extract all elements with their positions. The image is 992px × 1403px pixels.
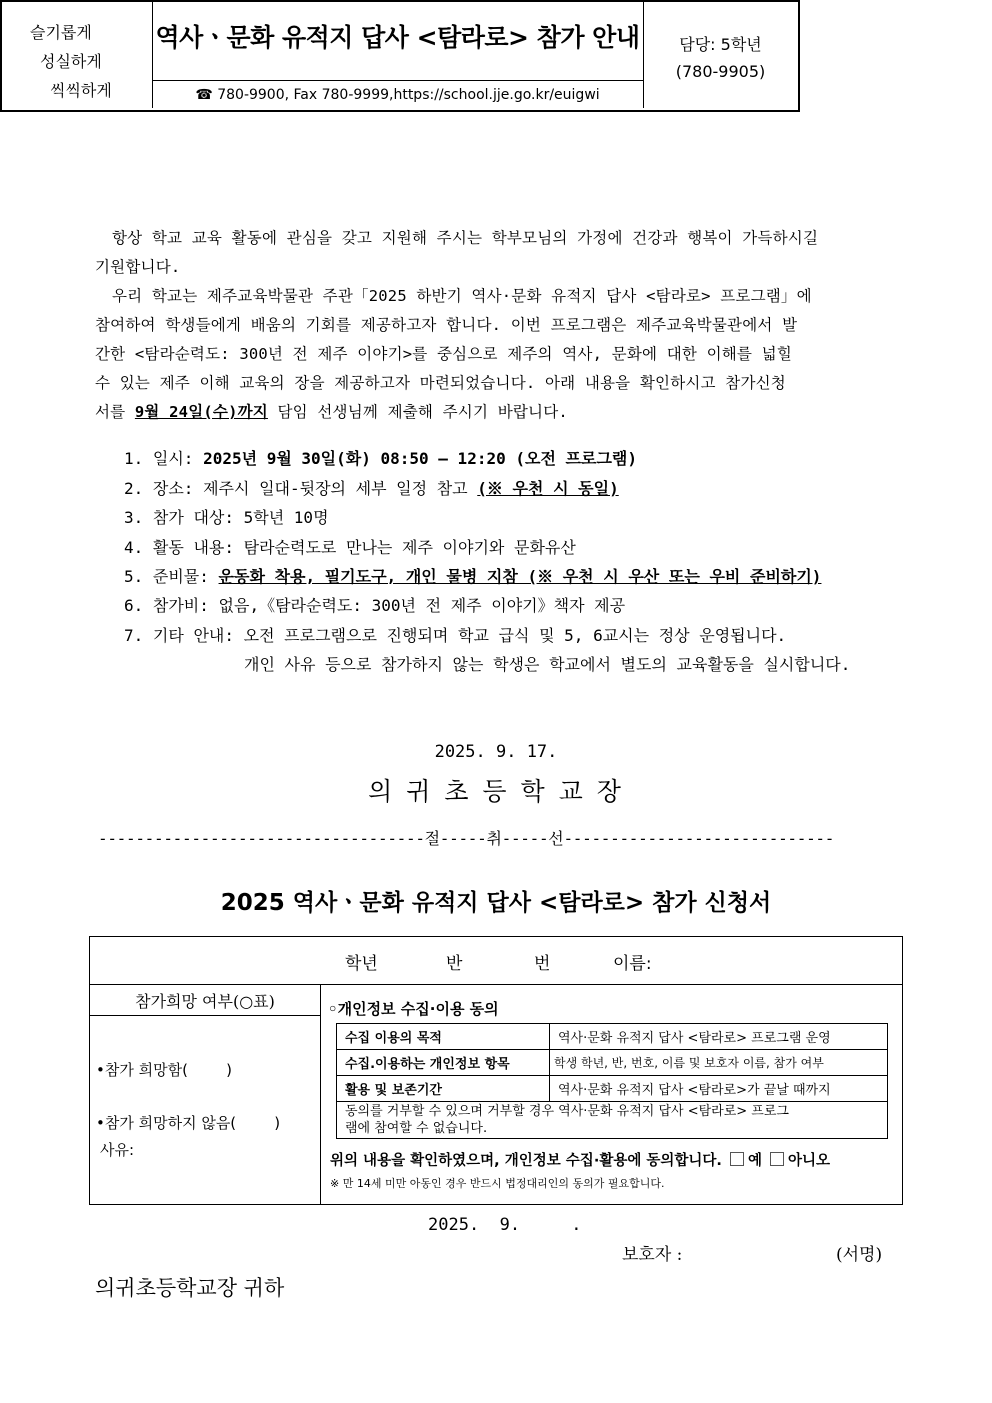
- row-value: 학생 학년, 반, 번호, 이름 및 보호자 이름, 참가 여부: [550, 1050, 888, 1076]
- consent-no-checkbox[interactable]: [770, 1152, 784, 1166]
- item-label: 5. 준비물:: [124, 567, 219, 586]
- refuse-line: 동의를 거부할 수 있으며 거부할 경우 역사·문화 유적지 답사 <탐라로> 프로그: [345, 1104, 789, 1119]
- consent-yes-label: 예: [747, 1153, 762, 1169]
- contact-label: 담당: 5학년: [679, 35, 762, 54]
- motto-cell: [0, 0, 153, 108]
- number-label: 번: [534, 954, 551, 974]
- row-value: 역사·문화 유적지 답사 <탐라로> 프로그램 운영: [550, 1024, 888, 1050]
- wish-yes-option[interactable]: •참가 희망함( ): [96, 1061, 232, 1079]
- form-title: 2025 역사ㆍ문화 유적지 답사 <탐라로> 참가 신청서: [220, 890, 772, 916]
- privacy-title: ◦개인정보 수집·이용 동의: [328, 1000, 499, 1018]
- consent-question: 위의 내용을 확인하였으며, 개인정보 수집·활용에 동의합니다.: [330, 1153, 722, 1169]
- item-5: [124, 564, 821, 587]
- table-row: [337, 1102, 888, 1139]
- item-2: [124, 476, 619, 499]
- minor-note: ※ 만 14세 미만 아동인 경우 반드시 법정대리인의 동의가 필요합니다.: [330, 1177, 665, 1190]
- row-key: 수집 이용의 목적: [337, 1024, 550, 1050]
- intro-line: [95, 398, 900, 427]
- wish-header: 참가희망 여부(○표): [135, 992, 275, 1011]
- grade-label: 학년: [345, 954, 378, 974]
- intro-line: 참여하여 학생들에게 배움의 기회를 제공하고자 합니다. 이번 프로그램은 제주교육박물관에서 발: [95, 316, 798, 334]
- motto-2: 성실하게: [40, 52, 102, 71]
- item-note: (※ 우천 시 동일): [477, 479, 619, 498]
- intro-line: 항상 학교 교육 활동에 관심을 갖고 지원해 주시는 학부모님의 가정에 건강과 행복이 가득하시길: [112, 229, 819, 247]
- class-label: 반: [446, 954, 463, 974]
- application-form: [89, 936, 903, 1205]
- wish-no-option[interactable]: •참가 희망하지 않음( ): [96, 1114, 281, 1132]
- row-key: 활용 및 보존기간: [337, 1076, 550, 1102]
- consent-yes-checkbox[interactable]: [730, 1152, 744, 1166]
- row-key: 수집.이용하는 개인정보 항목: [337, 1050, 550, 1076]
- table-row: [337, 1050, 888, 1076]
- table-row: [337, 1024, 888, 1050]
- page-title: 역사ㆍ문화 유적지 답사 <탐라로> 참가 안내: [155, 23, 640, 52]
- contact-person-cell: [643, 0, 797, 108]
- item-3: 3. 참가 대상: 5학년 10명: [124, 508, 329, 527]
- name-label: 이름:: [613, 954, 652, 974]
- item-1: [124, 446, 637, 469]
- item-label: 1. 일시:: [124, 449, 204, 468]
- apply-date[interactable]: 2025. 9. .: [428, 1215, 582, 1235]
- issue-date: 2025. 9. 17.: [434, 742, 558, 762]
- intro-text: 서를: [95, 403, 135, 421]
- contact-phone: (780-9905): [675, 62, 766, 81]
- item-7-cont: 개인 사유 등으로 참가하지 않는 학생은 학교에서 별도의 교육활동을 실시합니다.: [244, 655, 851, 674]
- motto-3: 씩씩하게: [50, 81, 112, 100]
- guardian-label: 보호자 :: [622, 1245, 683, 1265]
- principal-name: 의 귀 초 등 학 교 장: [368, 777, 624, 806]
- refuse-notice: [337, 1102, 888, 1139]
- item-value: 운동화 착용, 필기도구, 개인 물병 지참 (※ 우천 시 우산 또는 우비 준비하기): [218, 567, 822, 586]
- addressee: 의귀초등학교장 귀하: [95, 1276, 285, 1300]
- privacy-table: [336, 1023, 888, 1139]
- deadline: 9월 24일(수)까지: [134, 403, 268, 421]
- signature-field[interactable]: (서명): [836, 1245, 883, 1265]
- reason-label: 사유:: [100, 1141, 135, 1159]
- cut-line: -----------------------------------절-----취-----선-----------------------------: [98, 829, 835, 848]
- header-box: [0, 0, 800, 112]
- item-6: 6. 참가비: 없음,《탐라순력도: 300년 전 제주 이야기》책자 제공: [124, 596, 626, 615]
- item-7: 7. 기타 안내: 오전 프로그램으로 진행되며 학교 급식 및 5, 6교시는 정상 운영됩니다.: [124, 626, 787, 645]
- refuse-line: 램에 참여할 수 없습니다.: [345, 1121, 488, 1136]
- consent-no-label: 아니오: [787, 1153, 830, 1169]
- consent-row: [330, 1149, 830, 1170]
- table-row: [337, 1076, 888, 1102]
- motto-1: 슬기롭게: [30, 23, 92, 42]
- intro-line: 우리 학교는 제주교육박물관 주관「2025 하반기 역사·문화 유적지 답사 <탐라로> 프로그램」에: [112, 287, 812, 305]
- item-4: 4. 활동 내용: 탐라순력도로 만나는 제주 이야기와 문화유산: [124, 538, 576, 557]
- contact-info: ☎ 780-9900, Fax 780-9999,https://school.jje.go.kr/euigwi: [152, 80, 643, 108]
- intro-text: 담임 선생님께 제출해 주시기 바랍니다.: [267, 403, 568, 421]
- item-label: 2. 장소: 제주시 일대-뒷장의 세부 일정 참고: [124, 479, 478, 498]
- item-value: 2025년 9월 30일(화) 08:50 – 12:20 (오전 프로그램): [203, 449, 637, 468]
- intro-line: 간한 <탐라순력도: 300년 전 제주 이야기>를 중심으로 제주의 역사, 문화에 대한 이해를 넓힐: [95, 345, 792, 363]
- intro-line: 수 있는 제주 이해 교육의 장을 제공하고자 마련되었습니다. 아래 내용을 확인하시고 참가신청: [95, 374, 786, 392]
- intro-line: 기원합니다.: [95, 258, 181, 276]
- row-value: 역사·문화 유적지 답사 <탐라로>가 끝날 때까지: [550, 1076, 888, 1102]
